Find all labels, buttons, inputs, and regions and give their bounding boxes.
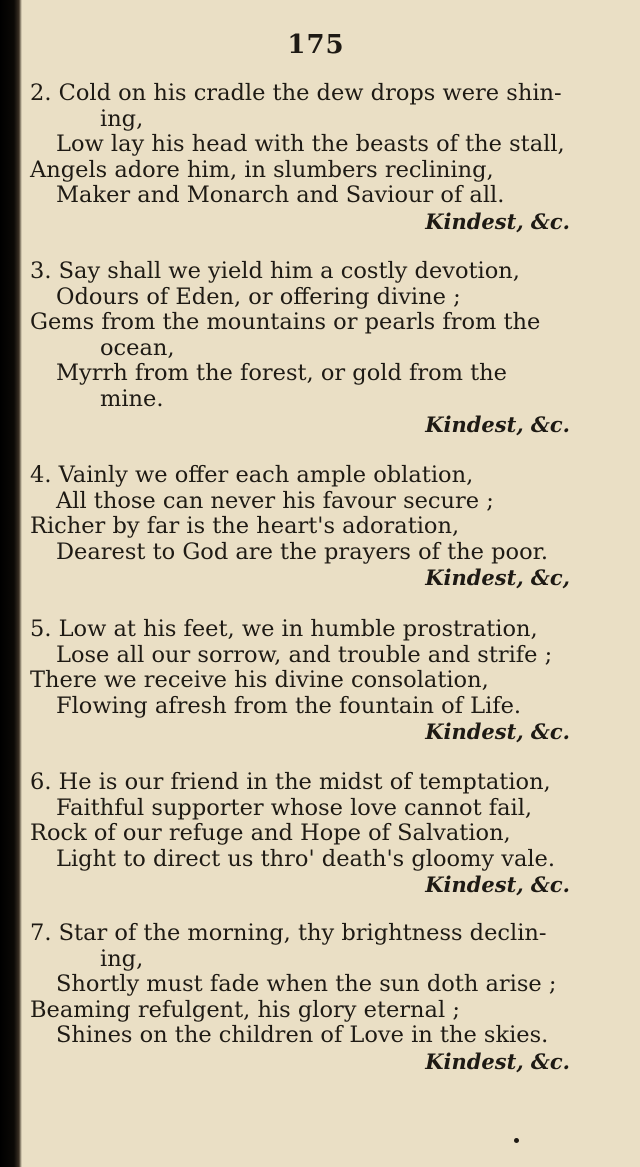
refrain-cue: Kindest, &c. bbox=[425, 719, 570, 744]
stanza-7 bbox=[26, 921, 604, 1074]
verse-line: All those can never his favour secure ; bbox=[56, 487, 494, 514]
verse-line-continuation: ing, bbox=[100, 105, 144, 132]
verse-line: 2. Cold on his cradle the dew drops were shin- bbox=[30, 80, 562, 106]
hymn-page bbox=[26, 0, 606, 1167]
verse-line: 6. He is our friend in the midst of temptation, bbox=[30, 769, 551, 795]
verse-line: 7. Star of the morning, thy brightness declin- bbox=[30, 920, 547, 946]
book-spine-edge bbox=[0, 0, 22, 1167]
stanza-6 bbox=[26, 770, 604, 898]
stanza-4 bbox=[26, 463, 604, 591]
verse-line: 5. Low at his feet, we in humble prostration, bbox=[30, 616, 538, 642]
verse-line: Shortly must fade when the sun doth arise ; bbox=[56, 971, 557, 997]
verse-line: Flowing afresh from the fountain of Life. bbox=[56, 692, 522, 719]
verse-line-continuation: ing, bbox=[100, 945, 144, 972]
verse-line-continuation: ocean, bbox=[100, 334, 175, 361]
stanza-2 bbox=[26, 81, 604, 234]
verse-line: 3. Say shall we yield him a costly devotion, bbox=[30, 258, 520, 284]
verse-line: Shines on the children of Love in the skies. bbox=[56, 1022, 549, 1048]
refrain-cue: Kindest, &c. bbox=[425, 872, 570, 897]
refrain-cue: Kindest, &c. bbox=[425, 208, 570, 234]
verse-line: Angels adore him, in slumbers reclining, bbox=[30, 156, 494, 183]
stanza-5 bbox=[26, 617, 604, 745]
verse-line: Low lay his head with the beasts of the stall, bbox=[56, 131, 565, 157]
verse-line: Richer by far is the heart's adoration, bbox=[30, 513, 460, 539]
verse-line: 4. Vainly we offer each ample oblation, bbox=[30, 462, 474, 488]
verse-line: Light to direct us thro' death's gloomy vale. bbox=[56, 845, 556, 872]
verse-line: Maker and Monarch and Saviour of all. bbox=[56, 182, 505, 208]
verse-line: Dearest to God are the prayers of the poor. bbox=[56, 538, 549, 565]
verse-line: Beaming refulgent, his glory eternal ; bbox=[30, 996, 460, 1023]
verse-line: There we receive his divine consolation, bbox=[30, 667, 489, 693]
verse-line: Odours of Eden, or offering divine ; bbox=[56, 283, 461, 310]
refrain-cue: Kindest, &c. bbox=[425, 1048, 570, 1074]
page-number: 175 bbox=[287, 30, 345, 60]
ink-speck bbox=[514, 1138, 519, 1143]
verse-line: Rock of our refuge and Hope of Salvation, bbox=[30, 820, 511, 846]
verse-line: Lose all our sorrow, and trouble and strife ; bbox=[56, 641, 553, 668]
refrain-cue: Kindest, &c. bbox=[425, 412, 570, 437]
verse-line: Myrrh from the forest, or gold from the bbox=[56, 360, 507, 386]
refrain-cue: Kindest, &c, bbox=[425, 565, 570, 590]
stanza-3 bbox=[26, 259, 604, 438]
verse-line: Gems from the mountains or pearls from the bbox=[30, 309, 541, 335]
verse-line-continuation: mine. bbox=[100, 385, 164, 412]
verse-line: Faithful supporter whose love cannot fail, bbox=[56, 794, 533, 821]
